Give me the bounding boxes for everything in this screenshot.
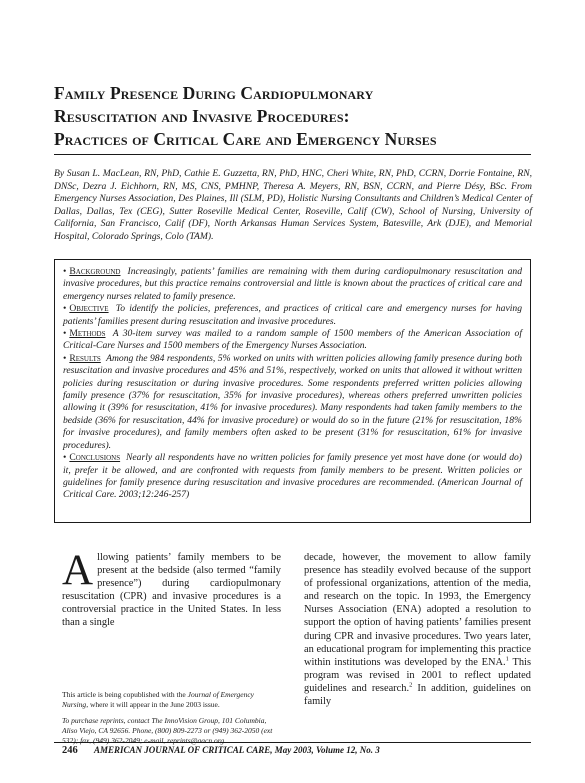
abstract-conclusions — [63, 452, 522, 502]
abstract-text: Increasingly, patients’ families are remaining with them during cardiopulmonary resuscitation and invasive procedures, but this practice remains controversial and little is known about the practices of critical care and emergency nurses related to family presence. — [63, 266, 523, 302]
abstract-text: Among the 984 respondents, 5% worked on units with written policies allowing family presence during both resuscitation and invasive procedures and 45% and 51%, respectively, worked on units that allowed it without written policies during resuscitation or during invasive procedures. Some respondents preferred written policies allowing family presence (37% for resuscitation, 35% for invasive procedures), whereas others preferred unwritten policies allowing it (39% for resuscitation, 41% for invasive procedures). Many respondents had taken family members to the bedside (36% for resuscitation, 44% for invasive procedure) or would do so in the future (21% for resuscitation, 18% for invasive procedures), and family members often asked to be present (31% for resuscitation, 61% for invasive procedures). — [63, 352, 522, 451]
note-text: , where it will appear in the June 2003 issue. — [86, 700, 220, 709]
article-title — [54, 82, 554, 151]
bullet-icon: • — [63, 352, 67, 364]
abstract-box — [54, 259, 531, 523]
abstract-heading: Background — [69, 266, 121, 277]
title-line-3: Practices of Critical Care and Emergency Nurses — [54, 129, 437, 149]
abstract-heading: Conclusions — [69, 452, 121, 464]
body-text-right: This program was revised in 2001 to reflect updated guidelines and research. — [304, 656, 531, 694]
abstract-heading: Objective — [69, 303, 109, 315]
page-number: 246 — [62, 745, 78, 756]
abstract-text: A 30-item survey was mailed to a random sample of 1500 members of the American Association of Critical-Care Nurses and 1500 members of the Emergency Nurses Association. — [63, 328, 522, 352]
note-text: This article is being copublished with the — [62, 690, 188, 699]
page-footer — [62, 744, 532, 757]
note-journal: Journal of Emergency Nursing — [62, 690, 254, 709]
abstract-text: Nearly all respondents have no written policies for family presence yet most have done (or would do) it, prefer it be allowed, and are confronted with requests from family members to be present. Written policies or guidelines for family presence during resuscitation and invasive procedures are recommended. (American Journal of Critical Care. 2003;12:246-257) — [63, 452, 522, 501]
body-column-right — [304, 551, 531, 708]
reference-marker: 1 — [505, 655, 509, 663]
body-column-left — [62, 547, 281, 630]
drop-cap: A — [62, 547, 94, 594]
body-text-right: In addition, guidelines on family — [304, 682, 531, 708]
body-text-right: decade, however, the movement to allow family presence has steadily evolved because of the support of professional organizations, attention of the media, and research on the topic. In 1993, the Emergency Nurses Association (ENA) adopted a resolution to support the option of having patients’ families present during CPR and invasive procedures. Two years later, an educational program for implementing this practice within institutions was developed by the ENA. — [304, 552, 531, 668]
bullet-icon: • — [63, 303, 67, 315]
body-text-left: llowing patients’ family members to be present at the bedside (also termed “family presence”) during cardiopulmonary resuscitation (CPR) and invasive procedures is a controversial practice in the United States. In less than a single — [62, 552, 281, 629]
copublication-note — [62, 690, 281, 710]
abstract-methods — [63, 328, 522, 353]
author-byline: By Susan L. MacLean, RN, PhD, Cathie E. Guzzetta, RN, PhD, HNC, Cheri White, RN, PhD, CCRN, Dorrie Fontaine, RN, DNSc, Dezra J. Eichhorn, RN, MS, CNS, PMHNP, Theresa A. Meyers, RN, BSN, CCRN, and Pierre Désy, BSc. From Emergency Nurses Association, Des Plaines, Ill (SLM, PD), Holistic Nursing Consultants and Children’s Medical Center of Dallas, Dallas, Tex (CEG), Sutter Roseville Medical Center, Roseville, Calif (CW), School of Nursing, University of California, San Francisco, Calif (DF), North Arkansas Human Services System, Batesville, Ark (DJE), and Memorial Hospital, Colorado Springs, Colo (TAM). — [54, 168, 532, 242]
bullet-icon: • — [63, 266, 67, 277]
abstract-heading: Methods — [69, 328, 106, 340]
reference-marker: 2 — [409, 681, 413, 689]
abstract-objective — [63, 303, 522, 328]
footer-rule — [54, 742, 531, 743]
reprints-note: To purchase reprints, contact The InnoVision Group, 101 Columbia, Aliso Viejo, CA 92656. Phone, (800) 809-2273 or (949) 362-2050 (ext 532); fax, (949) 362-2049; e-mail, reprints@aacn.org. — [62, 716, 273, 745]
abstract-heading: Results — [69, 352, 101, 364]
title-rule — [54, 154, 531, 155]
abstract-background — [63, 266, 522, 303]
bullet-icon: • — [63, 452, 67, 464]
abstract-results — [63, 353, 522, 452]
bullet-icon: • — [63, 328, 67, 340]
journal-citation: AMERICAN JOURNAL OF CRITICAL CARE, May 2003, Volume 12, No. 3 — [94, 745, 380, 755]
title-line-2: Resuscitation and Invasive Procedures: — [54, 106, 350, 126]
abstract-text: To identify the policies, preferences, and practices of critical care and emergency nurses for having patients’ families present during resuscitation and invasive procedures. — [63, 303, 522, 327]
title-line-1: Family Presence During Cardiopulmonary — [54, 83, 374, 103]
